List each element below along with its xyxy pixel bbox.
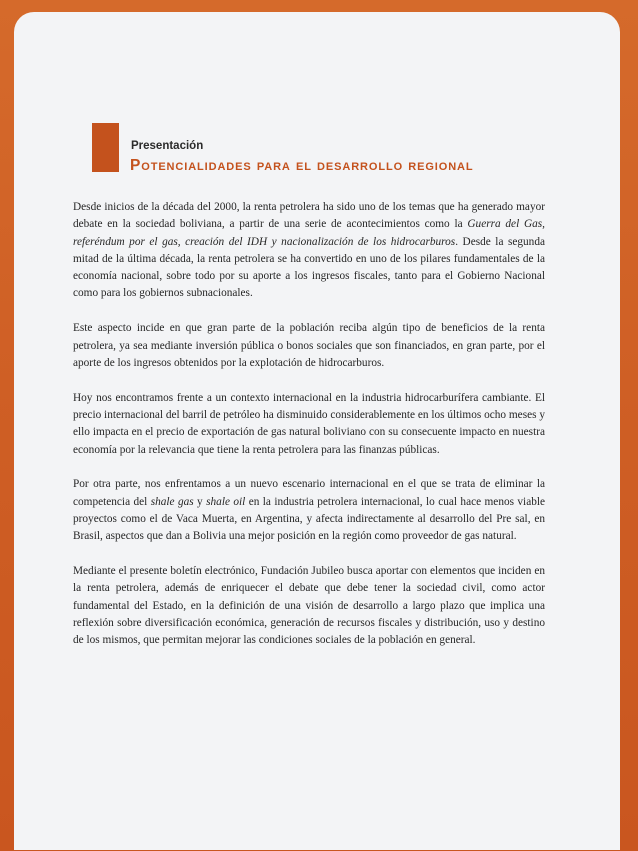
text-run: en la industria petrolera internacional, lo cual hace menos viable proyectos como el de Vaca Muerta, en Argentina, y afecta indirectamente al desarrollo del Pre sal, en Brasil, aspectos que dan a Bolivia una mejor posición en la región como proveedor de gas natural. — [73, 495, 546, 543]
text-run: y — [193, 495, 207, 508]
text-run-italic: Guerra del Gas, referéndum por el gas, creación del IDH y nacionalización de los hidrocarburos — [73, 218, 545, 248]
text-run: Este aspecto incide en que gran parte de la población reciba algún tipo de beneficios de la renta petrolera, ya sea mediante inversión pública o bonos sociales que son financiados, en gran parte, por el aporte de los ingresos obtenidos por la explotación de hidrocarburos. — [73, 322, 545, 369]
text-run-italic: shale gas — [150, 495, 194, 508]
text-run: Desde inicios de la década del 2000, la renta petrolera ha sido uno de los temas que ha generado mayor debate en la sociedad boliviana, a partir de una serie de acontecimientos como la — [73, 201, 545, 231]
text-run-italic: shale oil — [206, 495, 246, 508]
section-kicker: Presentación — [131, 140, 204, 152]
paragraph-3 — [73, 390, 545, 459]
body-text — [73, 199, 545, 667]
text-run: Hoy nos encontramos frente a un contexto internacional en la industria hidrocarburífera cambiante. El precio internacional del barril de petróleo ha disminuido considerablemente en los últimos ocho meses y ello impacta en el precio de exportación de gas natural boliviano con su consecuente impacto en nuestra economía por la relevancia que tiene la renta petrolera para las finanzas públicas. — [73, 391, 545, 456]
page-title: Potencialidades para el desarrollo regional — [130, 157, 474, 174]
text-run: . Desde la segunda mitad de la última década, la renta petrolera se ha convertido en uno de los pilares fundamentales de la economía nacional, sobre todo por su aporte a los ingresos fiscales, tanto para el Gobierno Nacional como para los gobiernos subnacionales. — [73, 235, 545, 300]
paragraph-4 — [73, 476, 545, 545]
section-accent-block — [92, 123, 119, 172]
text-run: Por otra parte, nos enfrentamos a un nuevo escenario internacional en el que se trata de eliminar la competencia del — [73, 478, 545, 508]
paragraph-5 — [73, 563, 545, 649]
text-run: Mediante el presente boletín electrónico, Fundación Jubileo busca aportar con elementos que inciden en la renta petrolera, además de enriquecer el debate que debe tener la sociedad civil, como actor fundamental del Estado, en la definición de una visión de desarrollo a largo plazo que implica una reflexión sobre diversificación económica, generación de recursos fiscales y distribución, uso y destino de los mismos, que permitan mejorar las condiciones sociales de la población en general. — [73, 565, 545, 647]
paragraph-1 — [73, 199, 545, 303]
paragraph-2 — [73, 320, 545, 372]
